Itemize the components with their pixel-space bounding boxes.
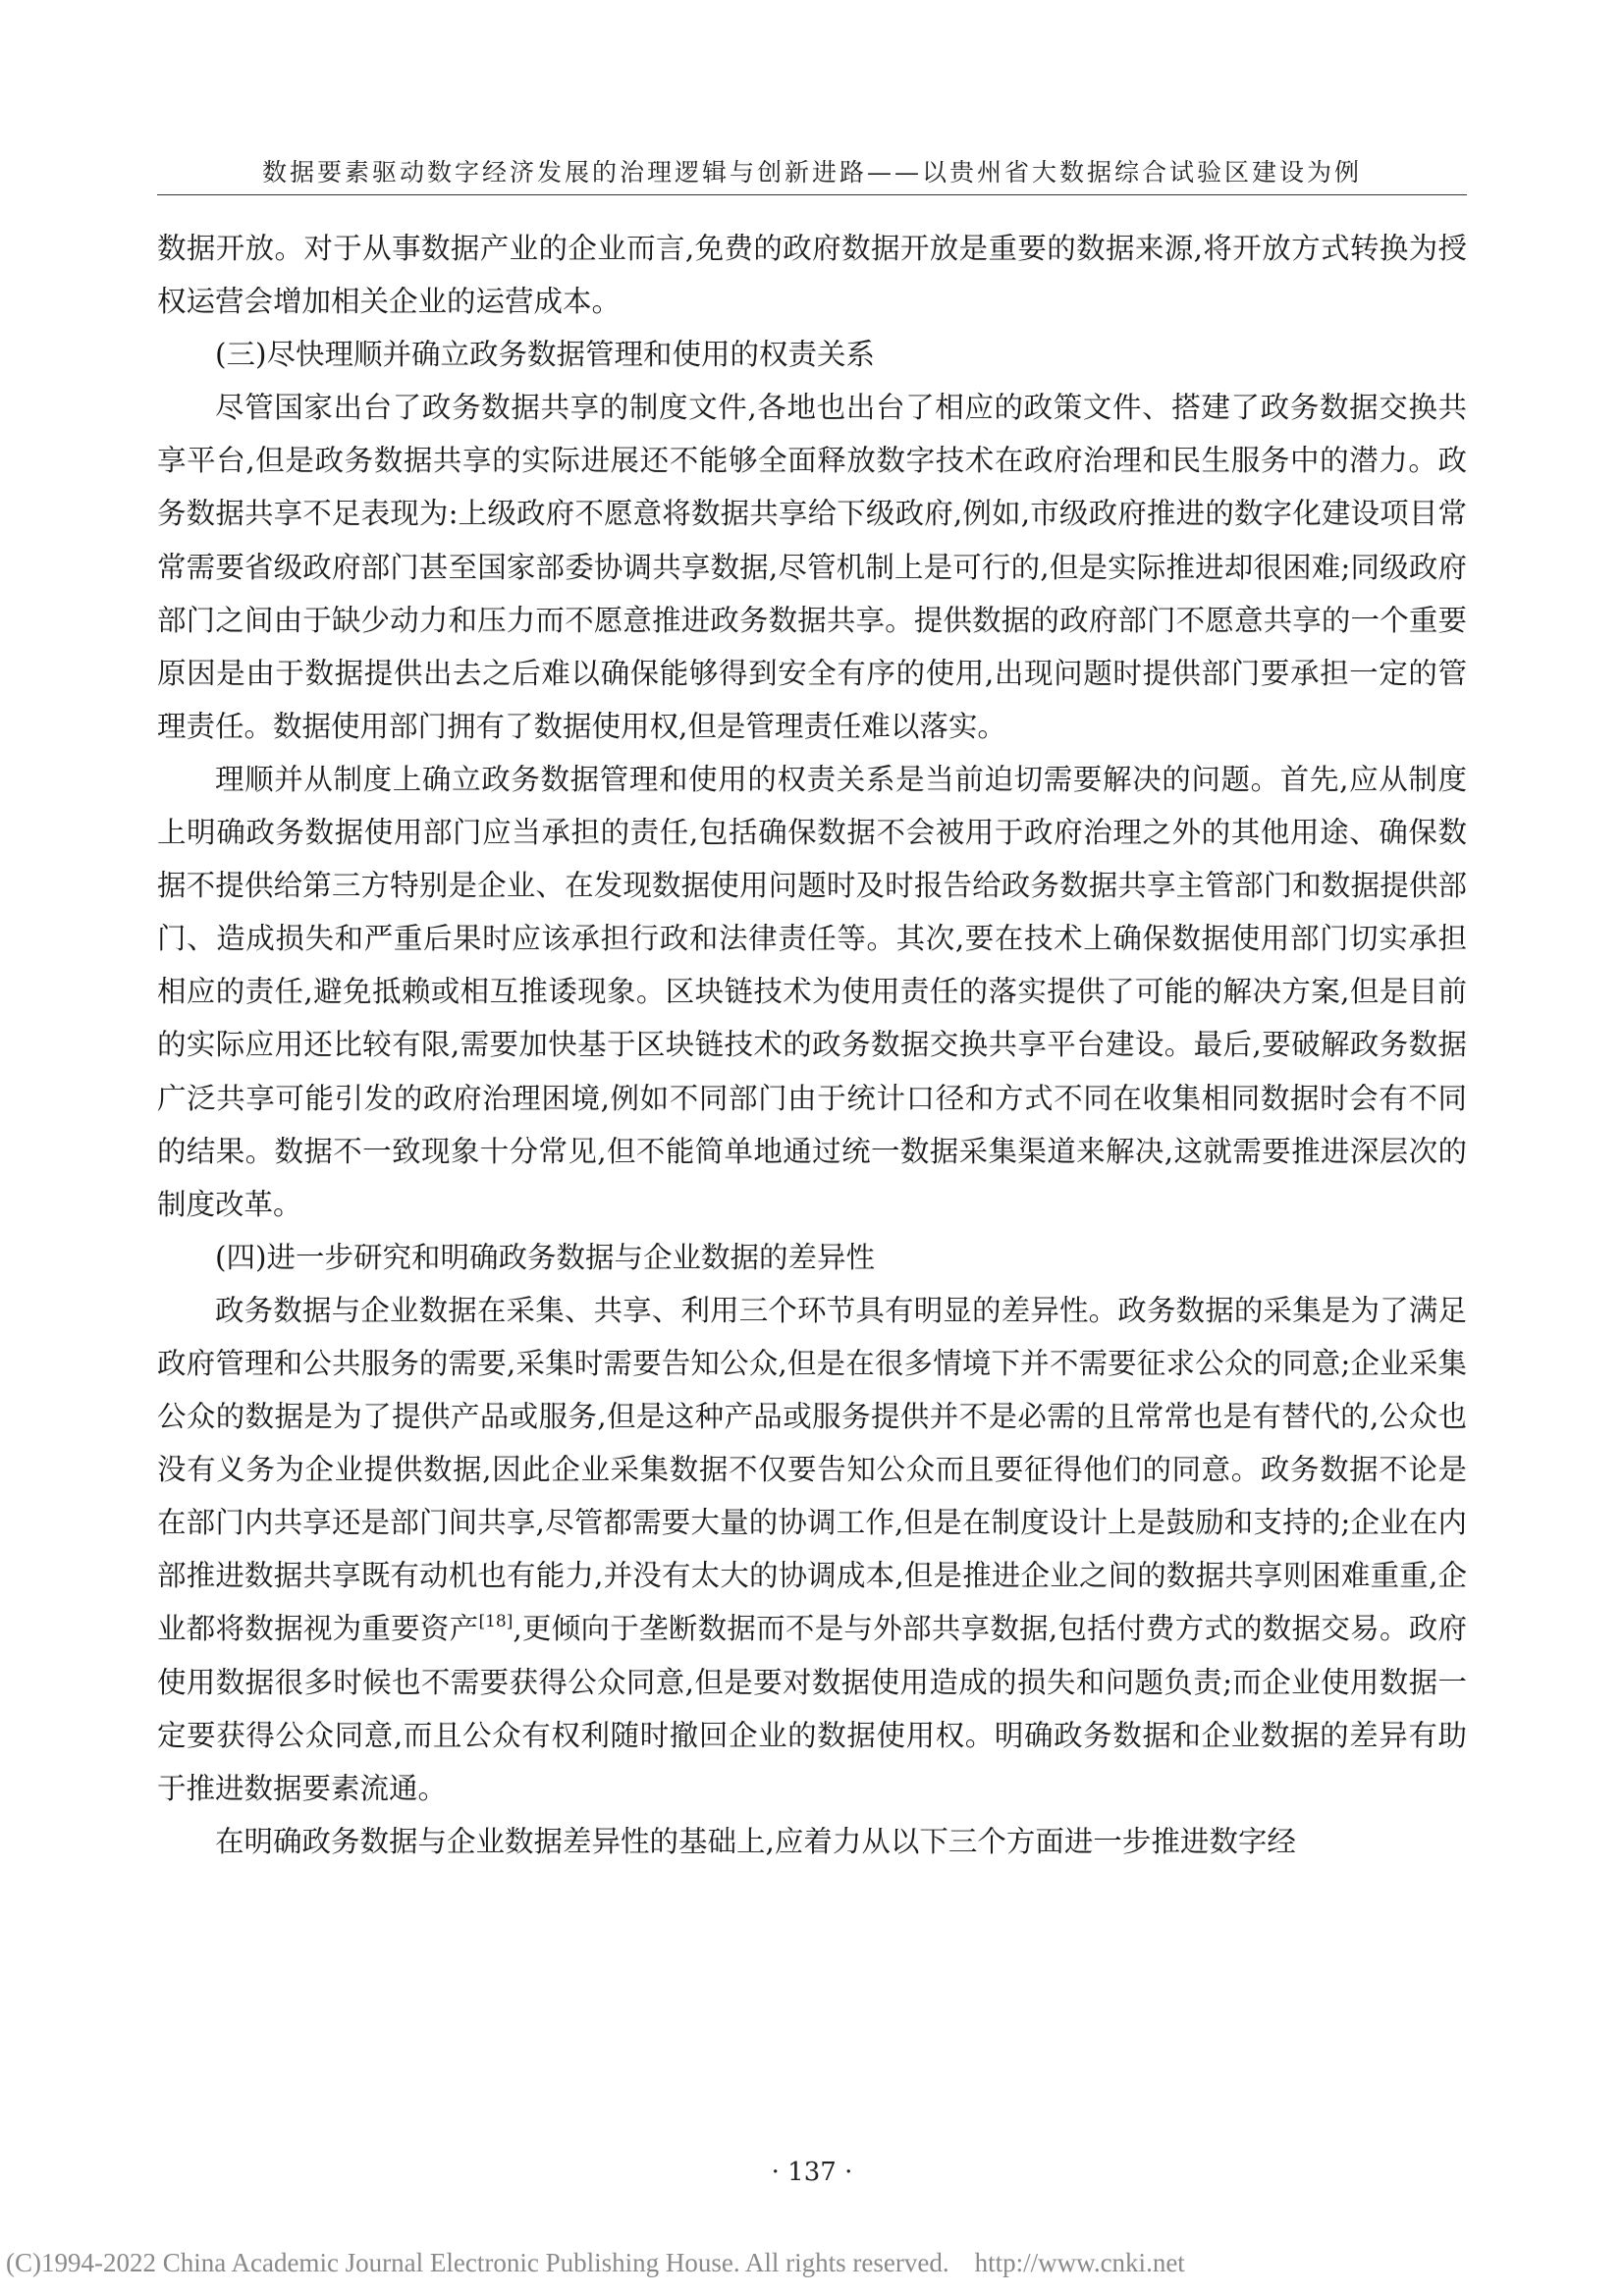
paragraph-text: ,更倾向于垄断数据而不是与外部共享数据,包括付费方式的数据交易。政府使用数据很多时候也不需要获得公众同意,但是要对数据使用造成的损失和问题负责;而企业使用数据一定要获得公众同意,而且公众有权利随时撤回企业的数据使用权。明确政务数据和企业数据的差异有助于推进数据要素流通。 [157, 1612, 1467, 1805]
paragraph-text: 政务数据与企业数据在采集、共享、利用三个环节具有明显的差异性。政务数据的采集是为了满足政府管理和公共服务的需要,采集时需要告知公众,但是在很多情境下并不需要征求公众的同意;企业采集公众的数据是为了提供产品或服务,但是这种产品或服务提供并不是必需的且常常也是有替代的,公众也没有义务为企业提供数据,因此企业采集数据不仅要告知公众而且要征得他们的同意。政务数据不论是在部门内共享还是部门间共享,尽管都需要大量的协调工作,但是在制度设计上是鼓励和支持的;企业在内部推进数据共享既有动机也有能力,并没有太大的协调成本,但是推进企业之间的数据共享则困难重重,企业都将数据视为重要资产 [157, 1293, 1467, 1646]
paragraph-continuation: 数据开放。对于从事数据产业的企业而言,免费的政府数据开放是重要的数据来源,将开放方式转换为授权运营会增加相关企业的运营成本。 [157, 232, 1467, 319]
copyright-text: (C)1994-2022 China Academic Journal Electronic Publishing House. All rights reserved. [6, 2248, 949, 2277]
section-heading-3: (三)尽快理顺并确立政务数据管理和使用的权责关系 [215, 338, 876, 372]
paragraph: 在明确政务数据与企业数据差异性的基础上,应着力从以下三个方面进一步推进数字经 [215, 1824, 1296, 1858]
paragraph [157, 1284, 1467, 1815]
section-heading-4: (四)进一步研究和明确政务数据与企业数据的差异性 [215, 1240, 876, 1274]
running-header: 数据要素驱动数字经济发展的治理逻辑与创新进路——以贵州省大数据综合试验区建设为例 [261, 158, 1362, 187]
page-number: · 137 · [771, 2158, 853, 2187]
paragraph: 尽管国家出台了政务数据共享的制度文件,各地也出台了相应的政策文件、搭建了政务数据交换共享平台,但是政务数据共享的实际进展还不能够全面释放数字技术在政府治理和民生服务中的潜力。政务数据共享不足表现为:上级政府不愿意将数据共享给下级政府,例如,市级政府推进的数字化建设项目常常需要省级政府部门甚至国家部委协调共享数据,尽管机制上是可行的,但是实际推进却很困难;同级政府部门之间由于缺少动力和压力而不愿意推进政务数据共享。提供数据的政府部门不愿意共享的一个重要原因是由于数据提供出去之后难以确保能够得到安全有序的使用,出现问题时提供部门要承担一定的管理责任。数据使用部门拥有了数据使用权,但是管理责任难以落实。 [157, 391, 1467, 743]
copyright-footer [6, 2248, 1185, 2278]
cnki-link[interactable]: http://www.cnki.net [974, 2248, 1185, 2277]
header-rule [157, 194, 1467, 195]
article-body [157, 222, 1467, 1868]
citation-reference[interactable]: [18] [478, 1612, 514, 1632]
paragraph: 理顺并从制度上确立政务数据管理和使用的权责关系是当前迫切需要解决的问题。首先,应从制度上明确政务数据使用部门应当承担的责任,包括确保数据不会被用于政府治理之外的其他用途、确保数据不提供给第三方特别是企业、在发现数据使用问题时及时报告给政务数据共享主管部门和数据提供部门、造成损失和严重后果时应该承担行政和法律责任等。其次,要在技术上确保数据使用部门切实承担相应的责任,避免抵赖或相互推诿现象。区块链技术为使用责任的落实提供了可能的解决方案,但是目前的实际应用还比较有限,需要加快基于区块链技术的政务数据交换共享平台建设。最后,要破解政务数据广泛共享可能引发的政府治理困境,例如不同部门由于统计口径和方式不同在收集相同数据时会有不同的结果。数据不一致现象十分常见,但不能简单地通过统一数据采集渠道来解决,这就需要推进深层次的制度改革。 [157, 762, 1467, 1221]
